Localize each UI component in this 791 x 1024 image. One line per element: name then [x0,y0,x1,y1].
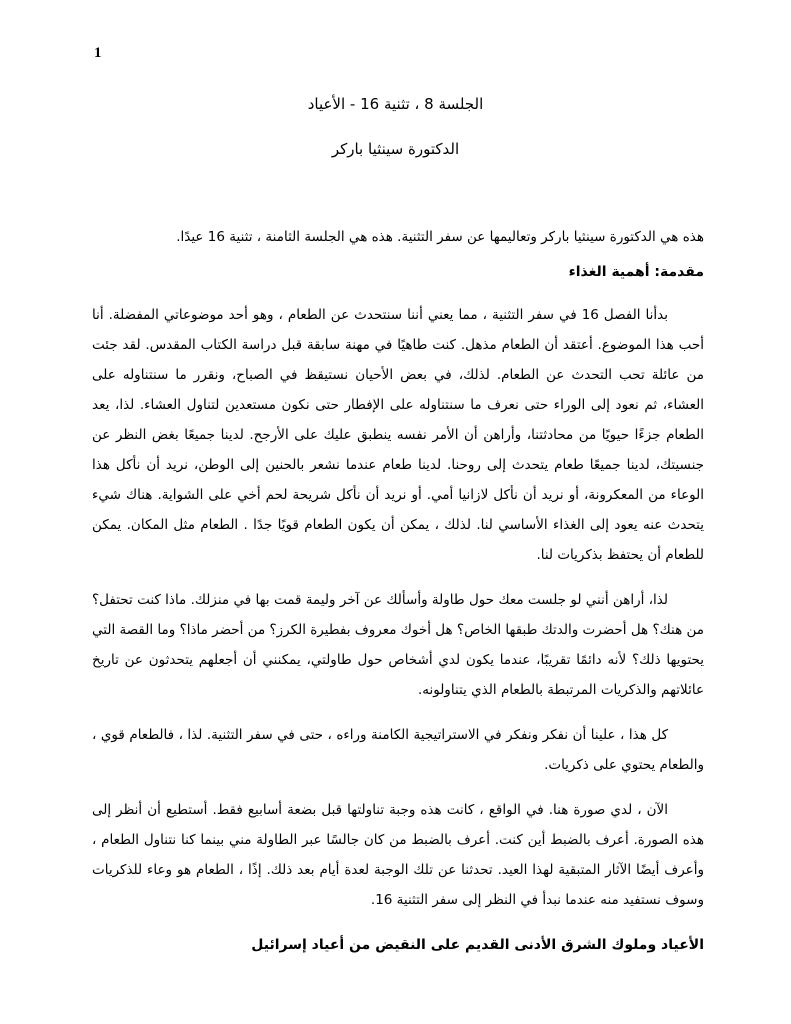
body-paragraph: كل هذا ، علينا أن نفكر ونفكر في الاستراتيجية الكامنة وراءه ، حتى في سفر التثنية. لذا ، فالطعام قوي ، والطعام يحتوي على ذكريات. [92,727,704,773]
author-name: الدكتورة سينثيا باركر [331,140,460,158]
document-body [92,222,704,973]
body-paragraph: بدأنا الفصل 16 في سفر التثنية ، مما يعني أننا سنتحدث عن الطعام ، وهو أحد موضوعاتي المفضلة. أنا أحب هذا الموضوع. أعتقد أن الطعام مذهل. كنت طاهيًا في مهنة سابقة قبل دراسة الكتاب المقدس. لقد جئت من عائلة تحب التحدث عن الطعام. لذلك، في بعض الأحيان نستيقظ في الصباح، ونقرر ما سنتناوله على العشاء، ثم نعود إلى الوراء حتى نعرف ما سنتناوله على الإفطار حتى نكون مستعدين لتناول العشاء. لذا، يعد الطعام جزءًا حيويًا من محادثتنا، وأراهن أن الأمر نفسه ينطبق عليك على الأرجح. لدينا جميعًا بغض النظر عن جنسيتك، لدينا جميعًا طعام يتحدث إلى روحنا. لدينا طعام عندما نشعر بالحنين إلى الوطن، نريد أن نأكل هذا الوعاء من المعكرونة، أو نريد أن نأكل لازانيا أمي. أو نريد أن نأكل شريحة لحم أخي على الشواية. هناك شيء يتحدث عنه يعود إلى الغذاء الأساسي لنا. لذلك ، يمكن أن يكون الطعام قويًا جدًا . الطعام مثل المكان. يمكن للطعام أن يحتفظ بذكريات لنا. [92,307,704,563]
session-title: الجلسة 8 ، تثنية 16 - الأعياد [307,95,484,113]
intro-paragraph: هذه هي الدكتورة سينثيا باركر وتعاليمها عن سفر التثنية. هذه هي الجلسة الثامنة ، تثنية 16 عيدًا. [176,229,704,245]
section-heading-food-importance: مقدمة: أهمية الغذاء [568,264,704,280]
page-number: 1 [94,45,102,61]
body-paragraph: الآن ، لدي صورة هنا. في الواقع ، كانت هذه وجبة تناولتها قبل بضعة أسابيع فقط. أستطيع أن أنظر إلى هذه الصورة. أعرف بالضبط أين كنت. أعرف بالضبط من كان جالسًا عبر الطاولة مني بينما كنا نتناول الطعام ، وأعرف أيضًا الآثار المتبقية لهذا العيد. تحدثنا عن تلك الوجبة لعدة أيام بعد ذلك. إذًا ، الطعام هو وعاء للذكريات وسوف نستفيد منه عندما نبدأ في النظر إلى سفر التثنية 16. [92,802,704,908]
section-heading-feasts-kings: الأعياد وملوك الشرق الأدنى القديم على النقيض من أعياد إسرائيل [251,937,704,953]
body-paragraph: لذا، أراهن أنني لو جلست معك حول طاولة وأسألك عن آخر وليمة قمت بها في منزلك. ماذا كنت تحتفل؟ من هنك؟ هل أحضرت والدتك طبقها الخاص؟ هل أخوك معروف بفطيرة الكرز؟ من أحضر ماذا؟ وما القصة التي يحتويها ذلك؟ لأنه دائمًا تقريبًا، عندما يكون لدي أشخاص حول طاولتي، يمكنني أن أجعلهم يتحدثون عن تاريخ عائلاتهم والذكريات المرتبطة بالطعام الذي يتناولونه. [92,592,704,698]
